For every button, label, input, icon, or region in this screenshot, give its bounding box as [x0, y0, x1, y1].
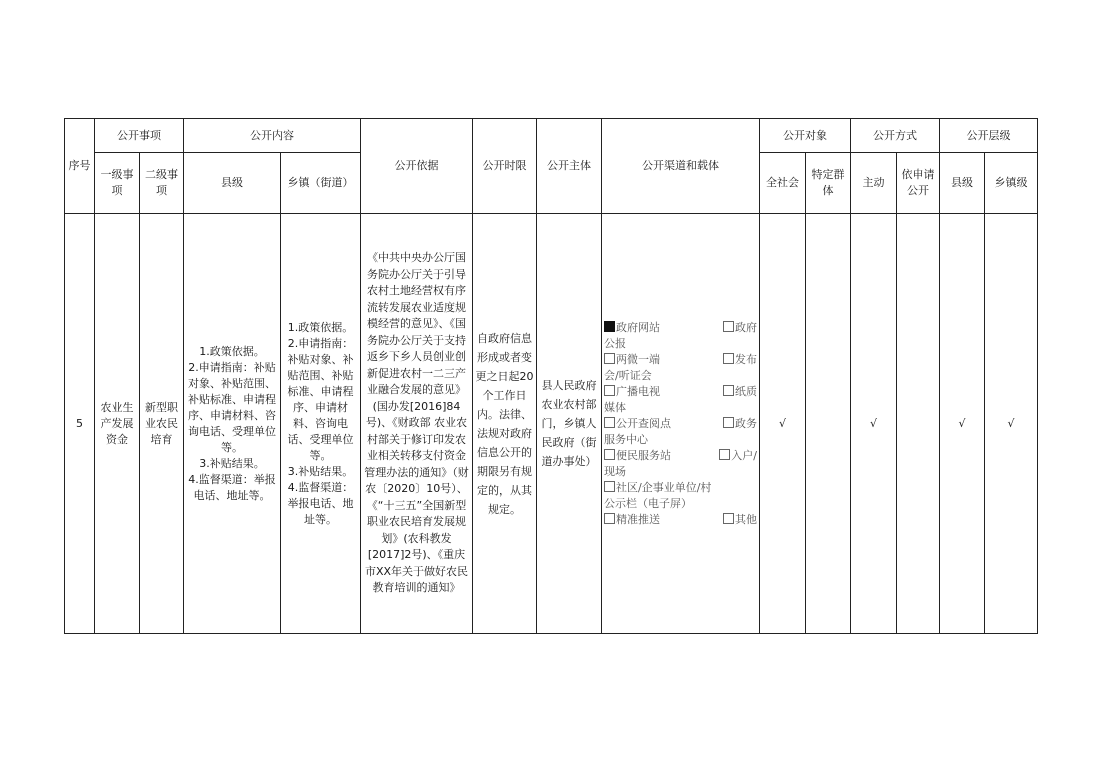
cell-mode-request — [897, 214, 940, 634]
checkbox-empty-icon[interactable] — [604, 353, 615, 364]
table-row — [65, 214, 1038, 634]
channel-label: 便民服务站 — [616, 448, 671, 462]
channel-label: 纸质 — [735, 384, 757, 398]
header-channels: 公开渠道和载体 — [602, 119, 760, 214]
header-basis: 公开依据 — [361, 119, 473, 214]
header-mode-active: 主动 — [851, 153, 897, 214]
checkbox-empty-icon[interactable] — [604, 449, 615, 460]
channel-label: 政府网站 — [616, 320, 660, 334]
channel-label: 其他 — [735, 512, 757, 526]
channel-label: 两微一端 — [616, 352, 660, 366]
header-township: 乡镇（街道） — [281, 153, 361, 214]
channel-label-continued — [604, 496, 692, 512]
channel-line — [604, 512, 757, 528]
channel-option[interactable] — [604, 384, 660, 400]
cell-time-limit: 自政府信息形成或者变更之日起20个工作日内。法律、法规对政府信息公开的期限另有规定的，从其规定。 — [473, 214, 537, 634]
checkbox-empty-icon[interactable] — [719, 449, 730, 460]
channel-label: 政府 — [735, 320, 757, 334]
county-line-4: 4.监督渠道：举报电话、地址等。 — [188, 472, 276, 502]
header-audience-group: 公开对象 — [760, 119, 851, 153]
channel-label: 入户/ — [731, 448, 757, 462]
header-item-level2: 二级事项 — [140, 153, 184, 214]
checkbox-empty-icon[interactable] — [723, 513, 734, 524]
cell-audience-specific — [806, 214, 851, 634]
checkbox-empty-icon[interactable] — [723, 417, 734, 428]
cell-subject: 县人民政府农业农村部门，乡镇人民政府（街道办事处） — [537, 214, 602, 634]
header-mode-group: 公开方式 — [851, 119, 940, 153]
cell-index: 5 — [65, 214, 95, 634]
channel-label: 会/听证会 — [604, 368, 652, 382]
cell-item-level2: 新型职业农民培育 — [140, 214, 184, 634]
disclosure-table — [64, 118, 1038, 634]
channel-label-continued — [604, 368, 652, 384]
channel-label-continued — [604, 400, 626, 416]
township-line-1: 1.政策依据。 — [287, 320, 354, 334]
header-level-county: 县级 — [940, 153, 985, 214]
channel-option[interactable] — [719, 448, 757, 464]
channel-label: 媒体 — [604, 400, 626, 414]
cell-county-content — [184, 214, 281, 634]
channel-line — [604, 368, 757, 384]
checkbox-empty-icon[interactable] — [604, 513, 615, 524]
channel-option[interactable] — [723, 320, 757, 336]
channel-label-continued — [604, 336, 626, 352]
channel-option[interactable] — [723, 416, 757, 432]
cell-level-county: √ — [940, 214, 985, 634]
channel-option[interactable] — [723, 384, 757, 400]
channel-label: 广播电视 — [616, 384, 660, 398]
checkbox-empty-icon[interactable] — [723, 321, 734, 332]
channel-option[interactable] — [723, 512, 757, 528]
checkbox-empty-icon[interactable] — [604, 481, 615, 492]
channel-line — [604, 464, 757, 480]
cell-level-township: √ — [985, 214, 1038, 634]
channel-option[interactable] — [604, 480, 711, 496]
channel-option[interactable] — [604, 352, 660, 368]
cell-channels — [602, 214, 760, 634]
channel-line — [604, 480, 757, 496]
channel-option[interactable] — [604, 512, 660, 528]
checkbox-empty-icon[interactable] — [723, 385, 734, 396]
header-county: 县级 — [184, 153, 281, 214]
cell-township-content — [281, 214, 361, 634]
channel-label: 公示栏（电子屏） — [604, 496, 692, 510]
channel-option[interactable] — [604, 416, 671, 432]
channel-label-continued — [604, 464, 626, 480]
header-mode-request: 依申请公开 — [897, 153, 940, 214]
header-content-group: 公开内容 — [184, 119, 361, 153]
channel-line — [604, 400, 757, 416]
header-level-township: 乡镇级 — [985, 153, 1038, 214]
channel-label: 发布 — [735, 352, 757, 366]
channel-line — [604, 336, 757, 352]
channel-label: 公开查阅点 — [616, 416, 671, 430]
channel-line — [604, 320, 757, 336]
header-item-level1: 一级事项 — [95, 153, 140, 214]
cell-mode-active: √ — [851, 214, 897, 634]
channel-label: 精准推送 — [616, 512, 660, 526]
channel-line — [604, 416, 757, 432]
header-audience-all: 全社会 — [760, 153, 806, 214]
header-level-group: 公开层级 — [940, 119, 1038, 153]
header-items-group: 公开事项 — [95, 119, 184, 153]
channel-label-continued — [604, 432, 648, 448]
channel-label: 公报 — [604, 336, 626, 350]
township-line-4: 4.监督渠道：举报电话、地址等。 — [287, 480, 354, 526]
county-line-1: 1.政策依据。 — [199, 344, 265, 358]
cell-audience-all: √ — [760, 214, 806, 634]
channel-label: 社区/企事业单位/村 — [616, 480, 712, 494]
county-line-3: 3.补贴结果。 — [199, 456, 265, 470]
channel-line — [604, 384, 757, 400]
header-time-limit: 公开时限 — [473, 119, 537, 214]
county-line-2: 2.申请指南：补贴对象、补贴范围、补贴标准、申请程序、申请材料、咨询电话、受理单位等。 — [188, 360, 276, 454]
channel-label: 现场 — [604, 464, 626, 478]
header-audience-specific: 特定群体 — [806, 153, 851, 214]
header-subject: 公开主体 — [537, 119, 602, 214]
cell-basis: 《中共中央办公厅国务院办公厅关于引导农村土地经营权有序流转发展农业适度规模经营的意见》、《国务院办公厅关于支持返乡下乡人员创业创新促进农村一二三产业融合发展的意见》(国办发[2016]84号)、《财政部 农业农村部关于修订印发农业相关转移支付资金管理办法的通知》（财农〔2020〕10号）、《“十三五”全国新型职业农民培育发展规划》(农科教发[2017]2号)、《重庆市XX年关于做好农民教育培训的通知》 — [361, 214, 473, 634]
channel-label: 政务 — [735, 416, 757, 430]
checkbox-empty-icon[interactable] — [723, 353, 734, 364]
channel-label: 服务中心 — [604, 432, 648, 446]
channel-line — [604, 432, 757, 448]
checkbox-empty-icon[interactable] — [604, 385, 615, 396]
township-line-2: 2.申请指南：补贴对象、补贴范围、补贴标准、申请程序、申请材料、咨询电话、受理单位等。 — [287, 336, 354, 462]
header-index: 序号 — [65, 119, 95, 214]
checkbox-checked-icon[interactable] — [604, 321, 615, 332]
channel-option[interactable] — [723, 352, 757, 368]
channel-option[interactable] — [604, 320, 660, 336]
channel-line — [604, 448, 757, 464]
channel-option[interactable] — [604, 448, 671, 464]
township-line-3: 3.补贴结果。 — [287, 464, 354, 478]
checkbox-empty-icon[interactable] — [604, 417, 615, 428]
channel-line — [604, 496, 757, 512]
channel-line — [604, 352, 757, 368]
cell-item-level1: 农业生产发展资金 — [95, 214, 140, 634]
